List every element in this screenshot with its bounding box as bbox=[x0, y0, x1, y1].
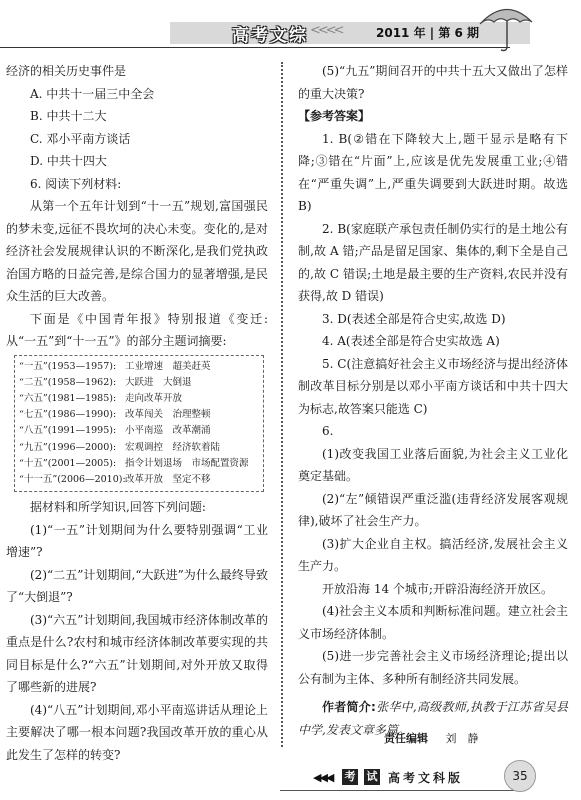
author-label: 作者简介: bbox=[322, 700, 376, 714]
page-number: 35 bbox=[504, 760, 536, 792]
row-keywords: 工业增速 超美赶英 bbox=[125, 360, 211, 372]
answer-6-5: (5)进一步完善社会主义市场经济理论;提出以公有制为主体、多种所有制经济共同发展。 bbox=[298, 649, 568, 686]
table-row bbox=[19, 407, 259, 423]
author-text: 张华中,高级教师,执教于江苏省吴县中学,发表文章多篇。 bbox=[298, 700, 568, 737]
answer-2: 2. B(家庭联产承包责任制仍实行的是土地公有制,故 A 错;产品是留足国家、集体的,剩下全是自己的,故 C 错误;土地是最主要的生产资料,农民并没有获得,故 D 错误) bbox=[298, 221, 568, 303]
table-row bbox=[19, 375, 259, 391]
q5-option-c: C. 邓小平南方谈话 bbox=[30, 131, 131, 146]
question-2: (2)“二五”计划期间,“大跃进”为什么最终导致了“大倒退”? bbox=[6, 567, 268, 605]
page-footer bbox=[0, 760, 581, 800]
umbrella-icon bbox=[476, 0, 536, 56]
row-keywords: 指令计划退场 市场配置资源 bbox=[125, 457, 249, 469]
footer-arrows-icon: ◀◀◀ bbox=[313, 771, 333, 784]
material-paragraph-1: 从第一个五年计划到“十一五”规划,富国强民的梦未变,远征不畏坎坷的决心未变。变化的,是对经济社会发展规律认识的不断深化,是我们党执政治国方略的日益完善,是综合国力的显著增强,是民众生活的巨大改善。 bbox=[6, 199, 268, 303]
answer-heading: 【参考答案】 bbox=[298, 109, 371, 123]
row-keywords: 宏观调控 经济软着陆 bbox=[125, 441, 221, 453]
q5-stem: 经济的相关历史事件是 bbox=[6, 64, 127, 78]
left-column bbox=[6, 60, 268, 766]
header-arrows-icon: <<<< bbox=[310, 23, 342, 38]
row-keywords: 走向改革开放 bbox=[125, 392, 183, 404]
editor-name: 刘 静 bbox=[445, 732, 479, 745]
answer-5: 5. C(注意搞好社会主义市场经济与提出经济体制改革目标分别是以邓小平南方谈话和中共十四大为标志,故答案只能选 C) bbox=[298, 356, 568, 416]
row-period: “十一五”(2006—2010): bbox=[19, 473, 126, 485]
question-4: (4)“八五”计划期间,邓小平南巡讲话从理论上主要解决了哪一根本问题?我国改革开放的重心从此发生了怎样的转变? bbox=[6, 702, 268, 762]
row-period: “一五”(1953—1957): bbox=[19, 360, 117, 372]
footer-box-kao: 考 bbox=[342, 769, 358, 785]
answer-1: 1. B(②错在下降较大上,题干显示是略有下降;③错在“片面”上,应该是优先发展重工业;④错在“严重失调”上,严重失调要到大跃进时期。故选 B) bbox=[298, 131, 568, 213]
footer-magazine-name: 高考文科版 bbox=[388, 771, 464, 785]
page-header bbox=[0, 0, 581, 50]
table-row bbox=[19, 456, 259, 472]
magazine-title: 高考文综 bbox=[232, 26, 308, 46]
editor-label: 责任编辑 bbox=[384, 732, 428, 745]
issue-label: 2011 年 | 第 6 期 bbox=[376, 26, 480, 40]
row-keywords: 大跃进 大倒退 bbox=[125, 376, 192, 388]
row-period: “六五”(1981—1985): bbox=[19, 392, 117, 404]
answer-4: 4. A(表述全部是符合史实故选 A) bbox=[322, 334, 500, 348]
row-period: “二五”(1958—1962): bbox=[19, 376, 117, 388]
table-row bbox=[19, 440, 259, 456]
row-period: “十五”(2001—2005): bbox=[19, 457, 117, 469]
answer-heading-line bbox=[298, 105, 568, 128]
table-row bbox=[19, 472, 259, 488]
answer-6-2: (2)“左”倾错误严重泛滥(违背经济发展客观规律),破坏了社会生产力。 bbox=[298, 491, 568, 528]
row-period: “八五”(1991—1995): bbox=[19, 425, 117, 437]
editor-credit bbox=[384, 730, 479, 746]
q5-option-b: B. 中共十二大 bbox=[30, 109, 107, 123]
q5-option-d: D. 中共十四大 bbox=[30, 154, 107, 168]
q6-title: 6. 阅读下列材料: bbox=[30, 176, 122, 191]
row-keywords: 改革闯关 治理整顿 bbox=[125, 409, 211, 421]
instruction: 据材料和所学知识,回答下列问题: bbox=[30, 500, 206, 515]
table-row bbox=[19, 423, 259, 439]
q5-option-a: A. 中共十一届三中全会 bbox=[30, 86, 155, 101]
footer-rule bbox=[280, 790, 520, 791]
column-divider bbox=[281, 62, 283, 747]
answer-6-3b: 开放沿海 14 个城市;开辟沿海经济开放区。 bbox=[322, 581, 553, 596]
answer-3: 3. D(表述全部是符合史实,故选 D) bbox=[322, 311, 506, 326]
answer-6-3: (3)扩大企业自主权。搞活经济,发展社会主义生产力。 bbox=[298, 536, 568, 573]
answer-6-heading: 6. bbox=[322, 424, 334, 438]
table-row bbox=[19, 391, 259, 407]
question-1: (1)“一五”计划期间为什么要特别强调“工业增速”? bbox=[6, 522, 268, 560]
material-paragraph-2: 下面是《中国青年报》特别报道《变迁:从“一五”到“十一五”》的部分主题词摘要: bbox=[6, 311, 268, 348]
question-3: (3)“六五”计划期间,我国城市经济体制改革的重点是什么?农村和城市经济体制改革要实现的共同目标是什么?“六五”计划期间,对外开放又取得了哪些新的进展? bbox=[6, 612, 268, 695]
table-row bbox=[19, 359, 259, 375]
row-period: “九五”(1996—2000): bbox=[19, 441, 117, 453]
question-5: (5)“九五”期间召开的中共十五大又做出了怎样的重大决策? bbox=[298, 64, 568, 101]
right-column bbox=[298, 60, 568, 741]
row-keywords: 小平南巡 改革潮涌 bbox=[125, 425, 211, 437]
answer-6-4: (4)社会主义本质和判断标准问题。建立社会主义市场经济体制。 bbox=[298, 604, 568, 641]
keyword-table bbox=[14, 355, 264, 493]
header-rule bbox=[0, 47, 510, 48]
row-keywords: 改革开放 坚定不移 bbox=[125, 473, 211, 485]
answer-6-1: (1)改变我国工业落后面貌,为社会主义工业化奠定基础。 bbox=[298, 446, 568, 483]
row-period: “七五”(1986—1990): bbox=[19, 409, 117, 421]
footer-box-shi: 试 bbox=[364, 769, 380, 785]
